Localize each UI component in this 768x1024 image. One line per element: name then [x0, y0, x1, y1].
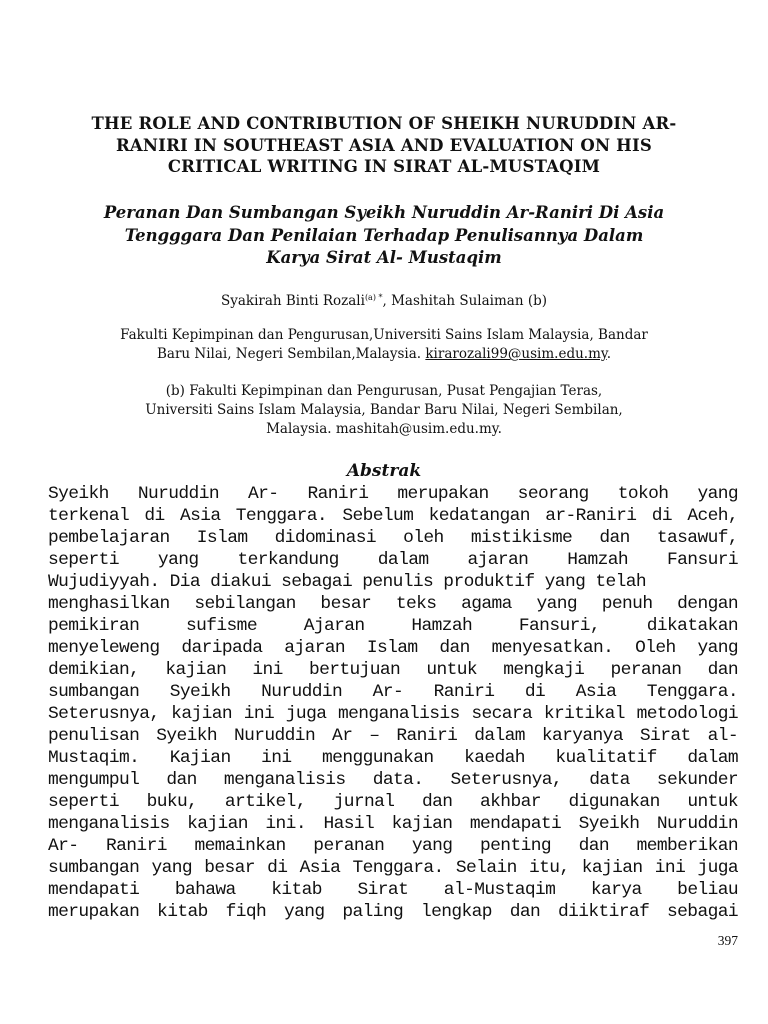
- abstract-line: Mustaqim. Kajian ini menggunakan kaedah kualitatif dalam: [48, 748, 738, 768]
- abstract-body: [48, 483, 738, 923]
- abstract-line: menganalisis kajian ini. Hasil kajian mendapati Syeikh Nuruddin: [48, 814, 738, 834]
- abstract-line: seperti buku, artikel, jurnal dan akhbar digunakan untuk: [48, 792, 738, 812]
- page-number: 397: [717, 933, 738, 948]
- abstract-line: penulisan Syeikh Nuruddin Ar – Raniri dalam karyanya Sirat al-: [48, 726, 738, 746]
- affiliation-line: Universiti Sains Islam Malaysia, Bandar Baru Nilai, Negeri Sembilan,: [145, 402, 623, 418]
- affiliation-text: Baru Nilai, Negeri Sembilan,Malaysia.: [156, 346, 426, 362]
- author-name: Mashitah Sulaiman (b): [391, 293, 548, 309]
- affiliation-b: [40, 382, 728, 439]
- abstract-line: Seterusnya, kajian ini juga menganalisis secara kritikal metodologi: [48, 704, 738, 724]
- abstract-line: sumbangan yang besar di Asia Tenggara. Selain itu, kajian ini juga: [48, 858, 738, 878]
- abstract-line: menyeleweng daripada ajaran Islam dan menyesatkan. Oleh yang: [48, 638, 738, 658]
- abstract-line: Syeikh Nuruddin Ar- Raniri merupakan seorang tokoh yang: [48, 484, 738, 504]
- email-link[interactable]: kirarozali99@usim.edu.my: [425, 346, 607, 362]
- affiliation-line: Fakulti Kepimpinan dan Pengurusan,Universiti Sains Islam Malaysia, Bandar: [120, 327, 648, 343]
- abstract-line: demikian, kajian ini bertujuan untuk mengkaji peranan dan: [48, 660, 738, 680]
- abstract-line: seperti yang terkandung dalam ajaran Hamzah Fansuri: [48, 550, 738, 570]
- affiliation-period: .: [606, 346, 612, 362]
- affiliation-line: (b) Fakulti Kepimpinan dan Pengurusan, Pusat Pengajian Teras,: [165, 383, 603, 399]
- affiliation-a: [40, 326, 728, 364]
- subtitle-line: Peranan Dan Sumbangan Syeikh Nuruddin Ar-Raniri Di Asia: [103, 203, 665, 222]
- affiliation-line: Malaysia. mashitah@usim.edu.my.: [266, 421, 502, 437]
- abstract-line: mengumpul dan menganalisis data. Seterusnya, data sekunder: [48, 770, 738, 790]
- author-name: Syakirah Binti Rozali: [220, 293, 365, 309]
- abstract-line: Wujudiyyah. Dia diakui sebagai penulis produktif yang telah: [48, 572, 647, 592]
- paper-title: [52, 113, 716, 178]
- title-line: RANIRI IN SOUTHEAST ASIA AND EVALUATION ON HIS: [115, 135, 652, 155]
- abstract-heading: Abstrak: [346, 461, 422, 481]
- abstract-line: pemikiran sufisme Ajaran Hamzah Fansuri, dikatakan: [48, 616, 738, 636]
- abstract-line: sumbangan Syeikh Nuruddin Ar- Raniri di Asia Tenggara.: [48, 682, 738, 702]
- abstract-line: merupakan kitab fiqh yang paling lengkap dan diiktiraf sebagai: [48, 902, 738, 922]
- abstract-line: pembelajaran Islam didominasi oleh mistikisme dan tasawuf,: [48, 528, 738, 548]
- paper-subtitle-malay: [40, 202, 728, 270]
- affiliation-line: [40, 345, 728, 364]
- author-list: [40, 289, 728, 310]
- abstract-line: terkenal di Asia Tenggara. Sebelum kedatangan ar-Raniri di Aceh,: [48, 506, 738, 526]
- abstract-line: mendapati bahawa kitab Sirat al-Mustaqim karya beliau: [48, 880, 738, 900]
- abstract-line: menghasilkan sebilangan besar teks agama yang penuh dengan: [48, 594, 738, 614]
- title-line: CRITICAL WRITING IN SIRAT AL-MUSTAQIM: [167, 157, 601, 176]
- author-affiliation-mark: (a) *: [364, 293, 383, 302]
- abstract-line: Ar- Raniri memainkan peranan yang penting dan memberikan: [48, 836, 738, 856]
- subtitle-line: Karya Sirat Al- Mustaqim: [266, 248, 502, 267]
- author-separator: ,: [382, 293, 392, 309]
- subtitle-line: Tengggara Dan Penilaian Terhadap Penulisannya Dalam: [124, 225, 644, 245]
- title-line: THE ROLE AND CONTRIBUTION OF SHEIKH NURUDDIN AR-: [91, 114, 677, 133]
